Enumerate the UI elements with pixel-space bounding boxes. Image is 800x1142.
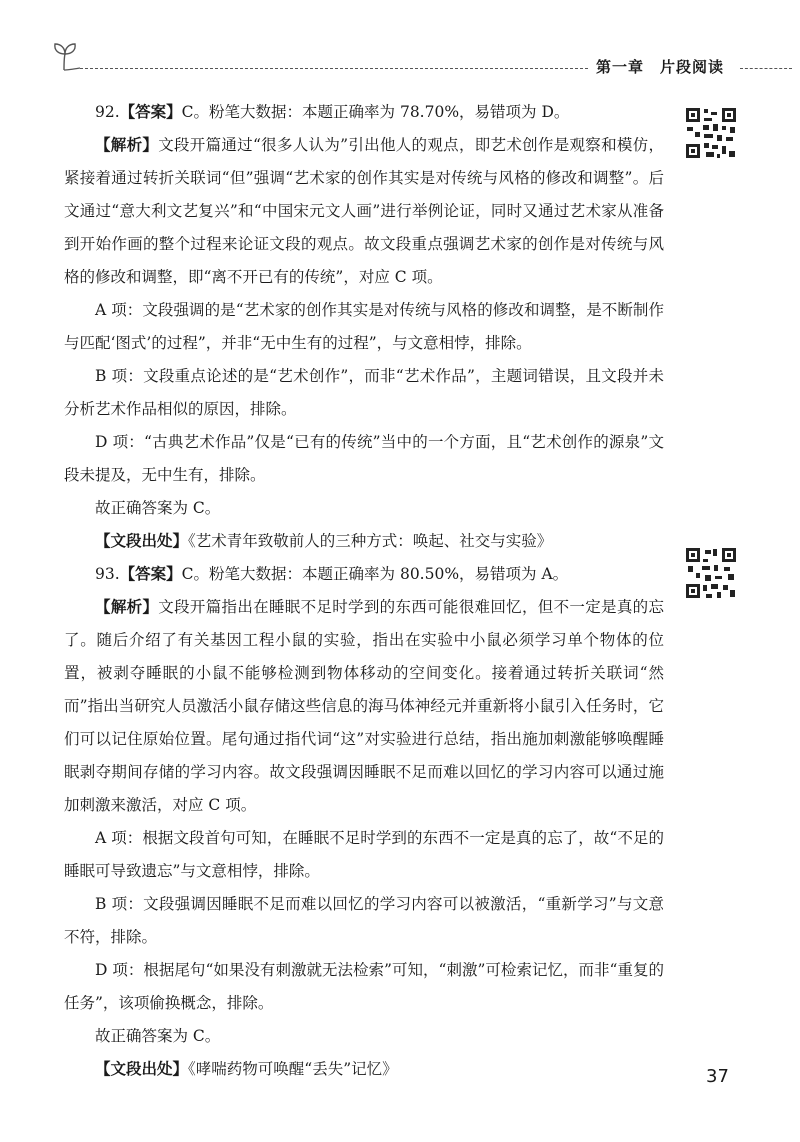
page-number: 37: [706, 1066, 729, 1087]
chapter-title: 第一章 片段阅读: [596, 58, 725, 76]
source-tag: 【文段出处】: [95, 532, 189, 550]
header-rule-left: [80, 68, 588, 69]
q93-analysis: [64, 591, 664, 822]
answer-text: C。粉笔大数据：本题正确率为 78.70%，易错项为 D。: [181, 103, 570, 121]
answer-tag: 【答案】: [119, 103, 182, 121]
analysis-text: 文段开篇指出在睡眠不足时学到的东西可能很难回忆，但不一定是真的忘了。随后介绍了有关基因工程小鼠的实验，指出在实验中小鼠必须学习单个物体的位置，被剥夺睡眠的小鼠不能够检测到物体移动的空间变化。接着通过转折关联词“然而”指出当研究人员激活小鼠存储这些信息的海马体神经元并重新将小鼠引入任务时，它们可以记住原始位置。尾句通过指代词“这”对实验进行总结，指出施加刺激能够唤醒睡眠剥夺期间存储的学习内容。故文段强调因睡眠不足而难以回忆的学习内容可以通过施加刺激来激活，对应 C 项。: [64, 598, 664, 814]
question-number: 92.: [95, 103, 120, 121]
qr-code-icon[interactable]: [684, 546, 738, 600]
q92-analysis: [64, 129, 664, 294]
answer-tag: 【答案】: [119, 565, 182, 583]
q93-option-b: B 项：文段强调因睡眠不足而难以回忆的学习内容可以被激活，“重新学习”与文意不符，排除。: [64, 895, 664, 946]
q92-option-a: A 项：文段强调的是“艺术家的创作其实是对传统与风格的修改和调整，是不断制作与匹配‘图式’的过程”，并非“无中生有的过程”，与文意相悖，排除。: [64, 301, 664, 352]
q92-option-d: D 项：“古典艺术作品”仅是“已有的传统”当中的一个方面，且“艺术创作的源泉”文段未提及，无中生有，排除。: [64, 433, 664, 484]
q92-option-b: B 项：文段重点论述的是“艺术创作”，而非“艺术作品”，主题词错误，且文段并未分析艺术作品相似的原因，排除。: [64, 367, 664, 418]
analysis-text: 文段开篇通过“很多人认为”引出他人的观点，即艺术创作是观察和模仿，紧接着通过转折关联词“但”强调“艺术家的创作其实是对传统与风格的修改和调整”。后文通过“意大利文艺复兴”和“中国宋元文人画”进行举例论证，同时又通过艺术家从准备到开始作画的整个过程来论证文段的观点。故文段重点强调艺术家的创作是对传统与风格的修改和调整，即“离不开已有的传统”，对应 C 项。: [64, 136, 664, 286]
source-tag: 【文段出处】: [95, 1060, 189, 1078]
source-text: 《艺术青年致敬前人的三种方式：唤起、社交与实验》: [188, 532, 553, 550]
q93-source: [64, 1053, 664, 1086]
header-rule-right: [740, 68, 792, 69]
qr-code-icon[interactable]: [684, 106, 738, 160]
q93-answer: [64, 558, 664, 591]
q92-source: [64, 525, 664, 558]
q93-option-d: D 项：根据尾句“如果没有刺激就无法检索”可知，“刺激”可检索记忆，而非“重复的任务”，该项偷换概念，排除。: [64, 961, 664, 1012]
q93-option-a: A 项：根据文段首句可知，在睡眠不足时学到的东西不一定是真的忘了，故“不足的睡眠可导致遗忘”与文意相悖，排除。: [64, 829, 664, 880]
answer-text: C。粉笔大数据：本题正确率为 80.50%，易错项为 A。: [181, 565, 569, 583]
q92-answer: [64, 96, 664, 129]
q92-conclusion: 故正确答案为 C。: [95, 499, 221, 517]
source-text: 《哮喘药物可唤醒“丢失”记忆》: [188, 1060, 398, 1078]
q93-conclusion: 故正确答案为 C。: [95, 1027, 221, 1045]
leaf-icon: [50, 40, 80, 76]
question-number: 93.: [95, 565, 120, 583]
main-content: [64, 96, 664, 1086]
page-header: [0, 0, 800, 90]
analysis-tag: 【解析】: [95, 598, 159, 616]
analysis-tag: 【解析】: [95, 136, 159, 154]
